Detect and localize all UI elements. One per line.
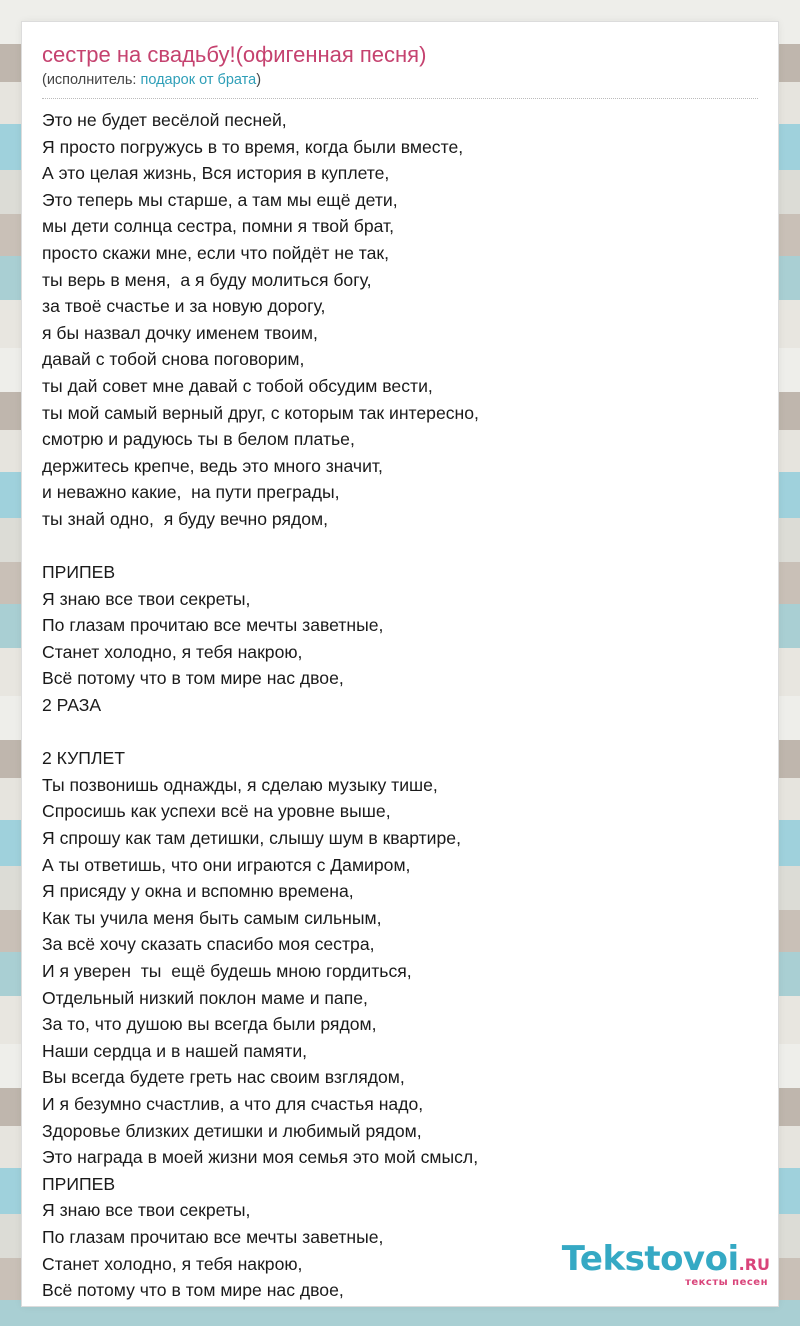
divider (42, 98, 758, 99)
logo-name: Tekstovoi (561, 1239, 739, 1279)
lyric-line: Станет холодно, я тебя накрою, (42, 1253, 303, 1274)
lyric-line (42, 533, 758, 560)
lyric-line: за твоё счастье и за новую дорогу, (42, 296, 326, 317)
site-logo[interactable] (562, 1241, 770, 1288)
lyric-line: Я просто погружусь в то время, когда были вместе, (42, 136, 464, 157)
logo-tagline: тексты песен (685, 1277, 768, 1288)
lyric-line: Я знаю все твои секреты, (42, 1200, 251, 1221)
lyric-line: Спросишь как успехи всё на уровне выше, (42, 801, 391, 822)
lyric-line: По глазам прочитаю все мечты заветные, (42, 615, 384, 636)
lyric-line: ты дай совет мне давай с тобой обсудим вести, (42, 375, 433, 396)
lyric-line: ты верь в меня, а я буду молиться богу, (42, 269, 372, 290)
lyric-line: Я знаю все твои секреты, (42, 588, 251, 609)
lyric-line (42, 719, 758, 746)
performer-suffix: ) (256, 72, 262, 88)
lyric-line: По глазам прочитаю все мечты заветные, (42, 1226, 384, 1247)
lyric-line: ты знай одно, я буду вечно рядом, (42, 508, 329, 529)
lyric-line: мы дети солнца сестра, помни я твой брат, (42, 216, 394, 237)
lyric-line: Всё потому что в том мире нас двое, (42, 668, 344, 689)
lyric-line: я бы назвал дочку именем твоим, (42, 322, 318, 343)
lyric-line: За то, что душою вы всегда были рядом, (42, 1014, 377, 1035)
lyric-line: ПРИПЕВ (42, 1173, 116, 1194)
lyric-line: Это не будет весёлой песней, (42, 110, 287, 130)
lyric-line: А ты ответишь, что они играются с Дамиром, (42, 854, 411, 875)
performer-line (42, 70, 758, 90)
lyric-line: Станет холодно, я тебя накрою, (42, 641, 303, 662)
performer-link[interactable]: подарок от брата (140, 72, 257, 88)
lyric-line: Как ты учила меня быть самым сильным, (42, 907, 382, 928)
lyric-line: И я безумно счастлив, а что для счастья надо, (42, 1093, 424, 1114)
lyric-line: просто скажи мне, если что пойдёт не так, (42, 242, 389, 263)
lyric-line: держитесь крепче, ведь это много значит, (42, 455, 383, 476)
lyric-line: смотрю и радуюсь ты в белом платье, (42, 429, 355, 450)
performer-prefix: (исполнитель: (42, 72, 141, 88)
lyric-line: Отдельный низкий поклон маме и папе, (42, 987, 368, 1008)
lyric-line: А это целая жизнь, Вся история в куплете, (42, 163, 390, 184)
lyrics-text (42, 107, 758, 1304)
lyric-line: давай с тобой снова поговорим, (42, 349, 305, 370)
lyric-line: 2 КУПЛЕТ (42, 748, 125, 769)
lyric-line: ПРИПЕВ (42, 562, 116, 583)
lyric-line: Здоровье близких детишки и любимый рядом, (42, 1120, 422, 1141)
song-title: сестре на свадьбу!(офигенная песня) (42, 42, 427, 67)
lyric-line: Это теперь мы старше, а там мы ещё дети, (42, 189, 398, 210)
lyric-line: 2 РАЗА (42, 695, 102, 716)
lyric-line: За всё хочу сказать спасибо моя сестра, (42, 934, 375, 955)
lyric-line: Я присяду у окна и вспомню времена, (42, 881, 354, 902)
lyrics-card (22, 22, 778, 1306)
lyric-line: Я спрошу как там детишки, слышу шум в квартире, (42, 828, 461, 849)
lyric-line: Вы всегда будете греть нас своим взглядом, (42, 1067, 405, 1088)
lyric-line: Это награда в моей жизни моя семья это мой смысл, (42, 1147, 479, 1168)
logo-tld: .RU (738, 1255, 770, 1274)
lyric-line: И я уверен ты ещё будешь мною гордиться, (42, 961, 412, 981)
lyric-line: ты мой самый верный друг, с которым так интересно, (42, 402, 479, 423)
lyric-line: Всё потому что в том мире нас двое, (42, 1280, 344, 1301)
lyric-line: Наши сердца и в нашей памяти, (42, 1040, 308, 1061)
lyric-line: Ты позвонишь однажды, я сделаю музыку тише, (42, 774, 438, 795)
lyric-line: и неважно какие, на пути преграды, (42, 482, 340, 503)
